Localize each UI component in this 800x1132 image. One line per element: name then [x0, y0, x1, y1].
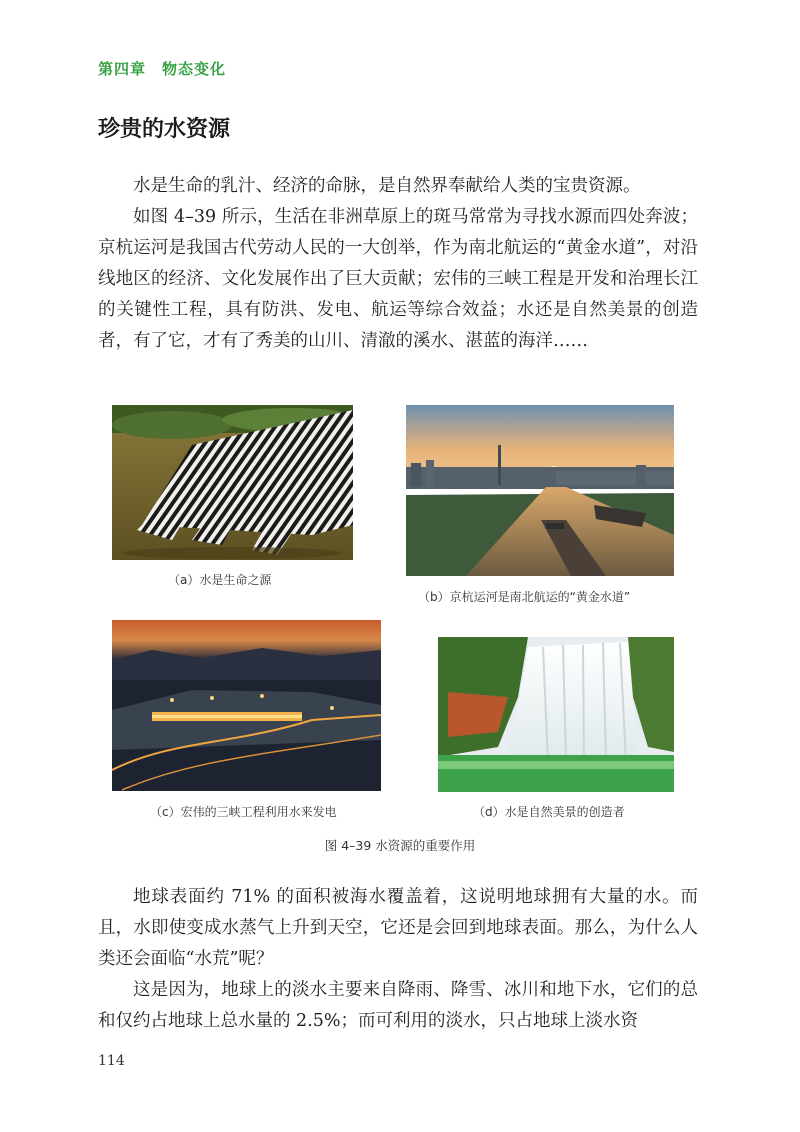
figure-main-caption: 图 4–39 水资源的重要作用: [324, 838, 476, 853]
later-paragraph-1: 地球表面约 71% 的面积被海水覆盖着，这说明地球拥有大量的水。而且，水即使变成水蒸气上升到天空，它还是会回到地球表面。那么，为什么人类还会面临“水荒”呢？: [98, 887, 698, 969]
page-number: 114: [98, 1053, 125, 1069]
section-title: 珍贵的水资源: [98, 117, 231, 142]
figure-d-caption: （d）水是自然美景的创造者: [473, 805, 625, 819]
later-text: [98, 882, 698, 1037]
intro-paragraph-1: 水是生命的乳汁、经济的命脉，是自然界奉献给人类的宝贵资源。: [133, 176, 641, 196]
figure-a-caption: （a）水是生命之源: [168, 573, 272, 587]
chapter-header: 第四章 物态变化: [98, 60, 227, 78]
later-paragraph-2: 这是因为，地球上的淡水主要来自降雨、降雪、冰川和地下水，它们的总和仅约占地球上总水量的 2.5%；而可利用的淡水，只占地球上淡水资: [98, 980, 698, 1031]
figure-c-caption: （c）宏伟的三峡工程利用水来发电: [150, 805, 337, 819]
three-gorges-photo: [112, 620, 381, 791]
intro-paragraph-2: 如图 4–39 所示，生活在非洲草原上的斑马常常为寻找水源而四处奔波；京杭运河是我国古代劳动人民的一大创举，作为南北航运的“黄金水道”，对沿线地区的经济、文化发展作出了巨大贡献；宏伟的三峡工程是开发和治理长江的关键性工程，具有防洪、发电、航运等综合效益；水还是自然美景的创造者，有了它，才有了秀美的山川、清澈的溪水、湛蓝的海洋……: [98, 207, 698, 351]
zebra-photo: [112, 405, 353, 560]
intro-text: [98, 171, 698, 357]
waterfall-photo: [438, 637, 674, 792]
canal-photo: [406, 405, 674, 576]
figure-b-caption: （b）京杭运河是南北航运的“黄金水道”: [418, 590, 631, 604]
